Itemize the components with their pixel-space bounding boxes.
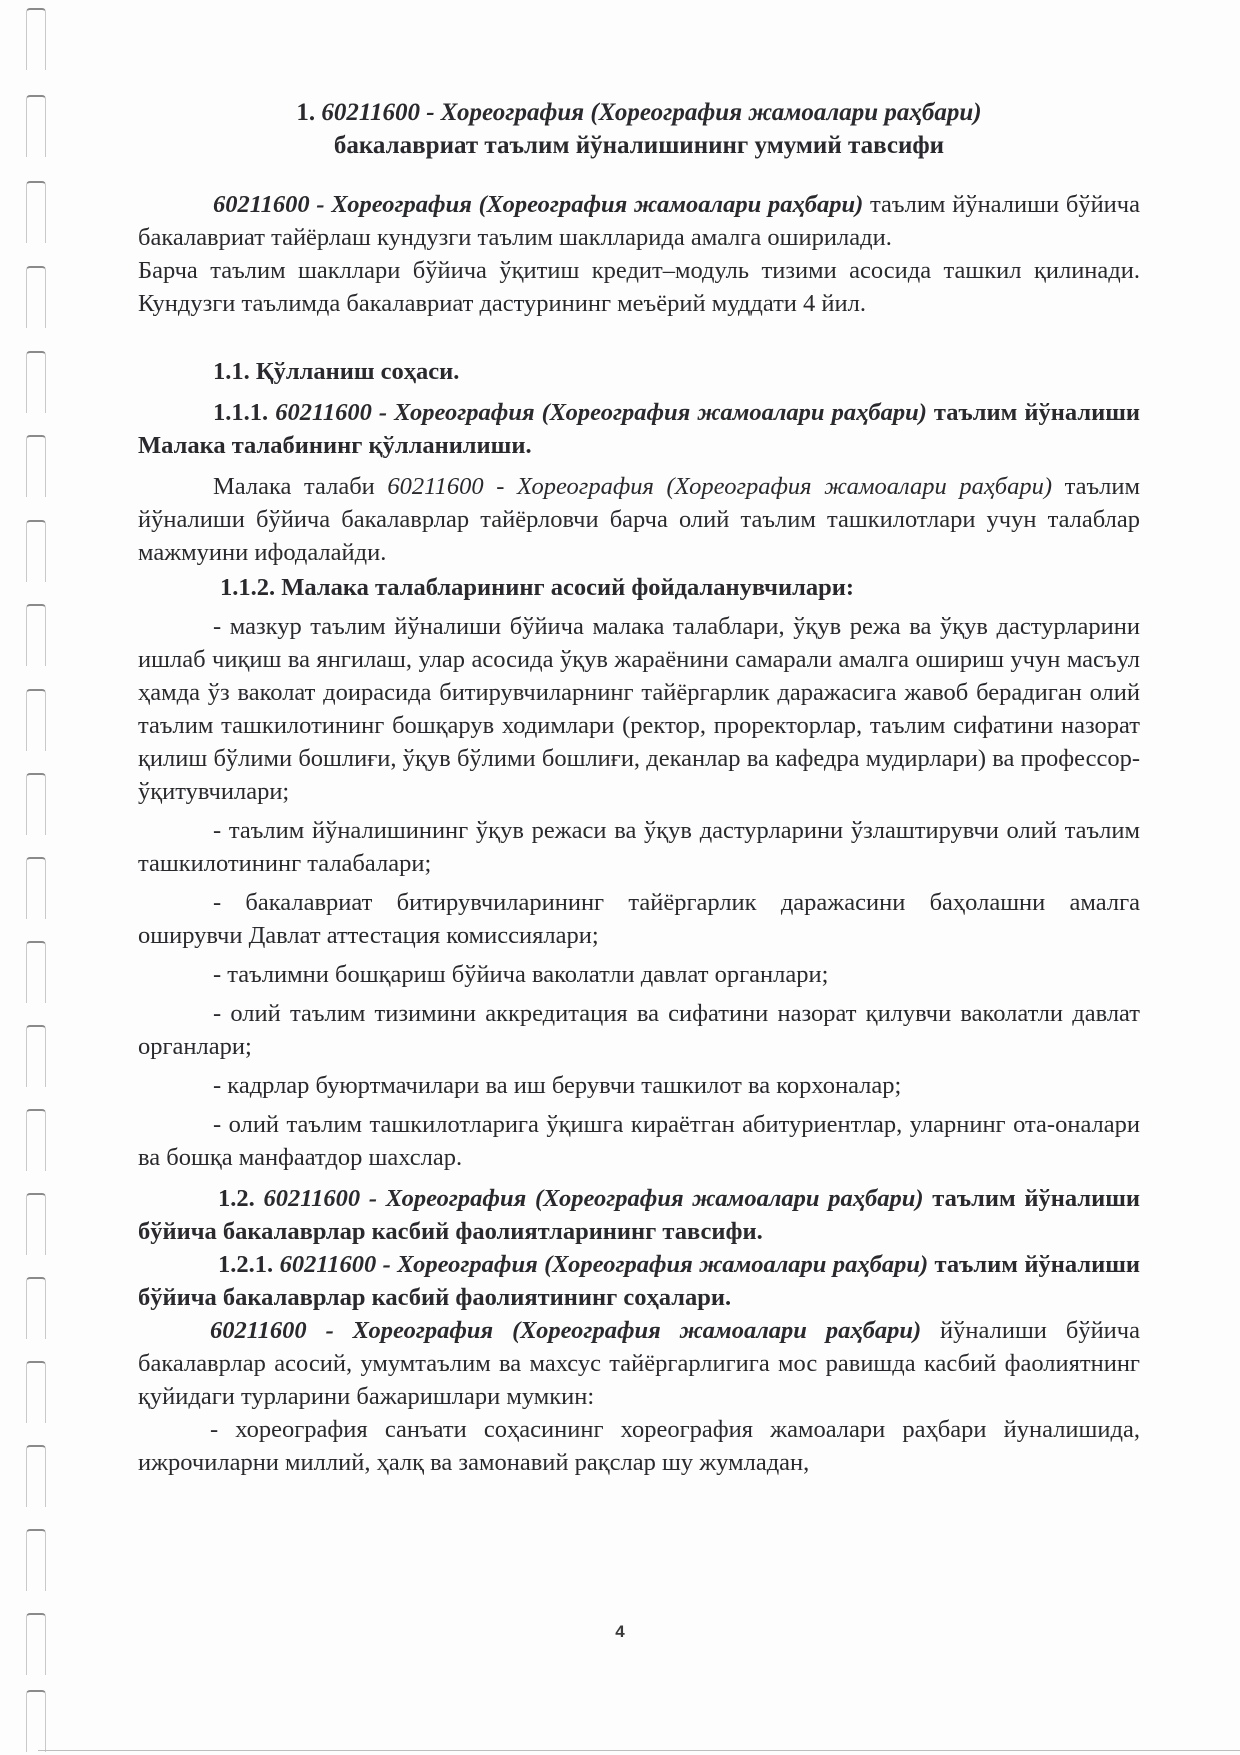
scan-edge-line: [38, 1750, 1240, 1751]
heading-1-1-2: 1.1.2. Малака талабларининг асосий фойдаланувчилари:: [220, 574, 854, 601]
title-line-2: бакалавриат таълим йўналишининг умумий тавсифи: [333, 132, 945, 159]
title-number: 1.: [296, 99, 316, 126]
binder-hole-mark: [26, 1109, 46, 1171]
binder-hole-mark: [26, 604, 46, 666]
heading-1-2-1: [138, 1248, 1140, 1314]
title-code-name: 60211600 - Хореография (Хореография жамоалари раҳбари): [321, 99, 982, 126]
binder-hole-mark: [26, 435, 46, 497]
list-item: - мазкур таълим йўналиши бўйича малака талаблари, ўқув режа ва ўқув дастурларини ишлаб чиқиш ва янгилаш, улар асосида ўқув жараёнини самарали амалга ошириш учун масъул ҳамда ўз ваколат доирасида битирувчиларнинг тайёргарлик даражасига жавоб берадиган олий таълим ташкилотининг бошқарув ходимлари (ректор, проректорлар, таълим сифатини назорат қилиш бўлими бошлиғи, ўқув бўлими бошлиғи, деканлар ва кафедра мудирлари) ва профессор-ўқитувчилари;: [138, 613, 1140, 805]
document-body: [138, 96, 1140, 1479]
heading-1-1: 1.1. Қўлланиш соҳаси.: [213, 358, 460, 385]
heading-number: 1.1.1.: [213, 399, 276, 426]
list-item: - таълим йўналишининг ўқув режаси ва ўқув дастурларини ўзлаштирувчи олий таълим ташкилотининг талабалари;: [138, 817, 1140, 877]
list-item: - таълимни бошқариш бўйича ваколатли давлат органлари;: [213, 961, 829, 988]
intro-text: таълим йўналиши бўйича бакалавриат тайёрлаш кундузги таълим шаклларида амалга оширилади.: [138, 191, 1140, 251]
binder-hole-mark: [26, 1445, 46, 1507]
page-number: 4: [615, 1622, 625, 1641]
section-title: [138, 96, 1140, 162]
list-item: - бакалавриат битирувчиларининг тайёргарлик даражасини баҳолашни амалга оширувчи Давлат аттестация комиссиялари;: [138, 889, 1140, 949]
binder-hole-mark: [26, 941, 46, 1003]
heading-1-2: [138, 1182, 1140, 1248]
paragraph-text: таълим йўналиши бўйича бакалаврлар тайёрловчи барча олий таълим ташкилотлари учун талаблар мажмуини ифодалайди.: [138, 473, 1141, 566]
heading-1-1-1: [138, 396, 1140, 462]
program-code-name: 60211600 - Хореография (Хореография жамоалари раҳбари): [275, 399, 927, 426]
paragraph-1-2-1: [138, 1314, 1140, 1413]
program-code-name: 60211600 - Хореография (Хореография жамоалари раҳбари): [213, 191, 864, 218]
program-code-name: 60211600 - Хореография (Хореография жамоалари раҳбари): [210, 1317, 922, 1344]
paragraph-1-1-1: [138, 470, 1140, 569]
heading-text: таълим йўналиши бўйича бакалаврлар касбий фаолиятларининг тавсифи.: [138, 1185, 1141, 1245]
list-item: - олий таълим ташкилотларига ўқишга кираётган абитуриентлар, уларнинг ота-оналари ва бошқа манфаатдор шахслар.: [138, 1111, 1140, 1171]
binder-hole-mark: [26, 857, 46, 919]
binder-hole-mark: [26, 351, 46, 413]
binder-hole-mark: [26, 1025, 46, 1087]
binder-hole-mark: [26, 266, 46, 328]
binder-hole-mark: [26, 773, 46, 835]
binder-hole-mark: [26, 1277, 46, 1339]
paragraph-text: Малака талаби: [213, 473, 388, 500]
program-code-name: 60211600 - Хореография (Хореография жамоалари раҳбари): [263, 1185, 924, 1212]
program-code-name: 60211600 - Хореография (Хореография жамоалари раҳбари): [387, 473, 1052, 500]
intro-paragraph-2: Барча таълим шакллари бўйича ўқитиш кредит–модуль тизими асосида ташкил қилинади. Кундузги таълимда бакалавриат дастурининг меъёрий муддати 4 йил.: [138, 257, 1140, 317]
heading-number: 1.2.: [218, 1185, 264, 1212]
list-item: - хореография санъати соҳасининг хореография жамоалари раҳбари йуналишида, ижрочиларни миллий, ҳалқ ва замонавий рақслар шу жумладан,: [138, 1416, 1140, 1476]
binder-hole-mark: [26, 1193, 46, 1255]
binder-hole-mark: [26, 1361, 46, 1423]
intro-paragraph-1: [138, 188, 1140, 254]
binder-hole-mark: [26, 520, 46, 582]
binder-hole-mark: [26, 1529, 46, 1591]
binder-hole-mark: [26, 181, 46, 243]
binder-hole-mark: [26, 8, 46, 70]
list-item: - кадрлар буюртмачилари ва иш берувчи ташкилот ва корхоналар;: [213, 1072, 902, 1099]
heading-text: таълим йўналиши Малака талабининг қўлланилиши.: [138, 399, 1141, 459]
list-item: - олий таълим тизимини аккредитация ва сифатини назорат қилувчи ваколатли давлат органлари;: [138, 1000, 1140, 1060]
binder-hole-mark: [26, 689, 46, 751]
binder-hole-mark: [26, 1690, 46, 1752]
paragraph-text: йўналиши бўйича бакалаврлар асосий, умумтаълим ва махсус тайёргарлигига мос равишда касбий фаолиятнинг қуйидаги турларини бажаришлари мумкин:: [138, 1317, 1140, 1410]
heading-text: таълим йўналиши бўйича бакалаврлар касбий фаолиятининг соҳалари.: [138, 1251, 1141, 1311]
binder-hole-mark: [26, 95, 46, 157]
program-code-name: 60211600 - Хореография (Хореография жамоалари раҳбари): [279, 1251, 929, 1278]
heading-number: 1.2.1.: [218, 1251, 280, 1278]
